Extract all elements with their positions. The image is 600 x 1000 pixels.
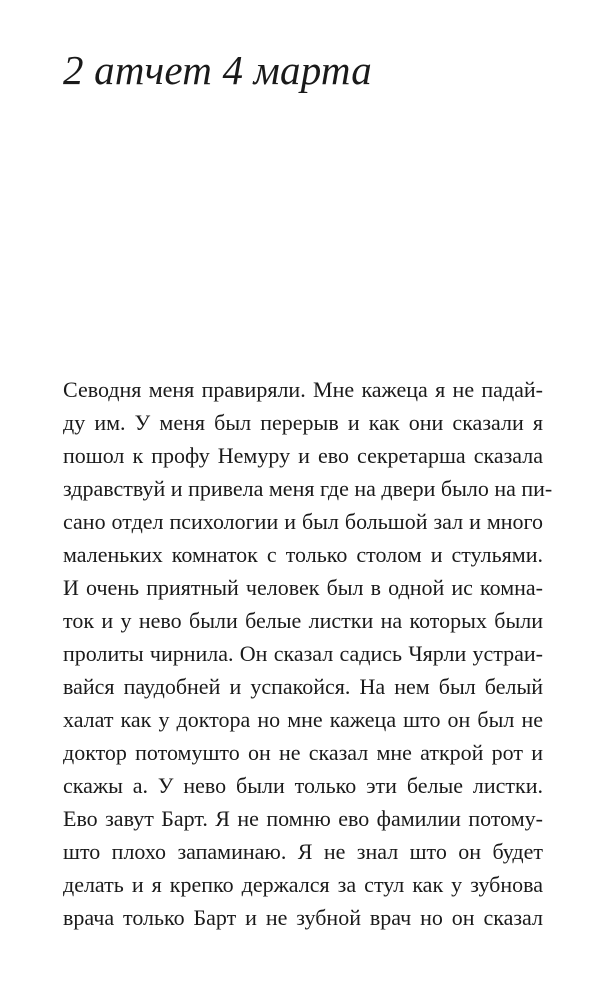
text-line: ток и у нево были белые листки на которых были [63,608,543,633]
text-line: пролиты чирнила. Он сказал садись Чярли устраи- [63,641,543,666]
text-line: пошол к профу Немуру и ево секретарша сказала [63,443,543,468]
text-line: халат как у доктора но мне кажеца што он был не [63,707,543,732]
text-line: ду им. У меня был перерыв и как они сказали я [63,410,543,435]
text-line: сано отдел психологии и был большой зал и много [63,509,543,534]
text-line: врача только Барт и не зубной врач но он сказал [63,905,543,930]
text-line: вайся паудобней и успакойся. На нем был белый [63,674,543,699]
text-line: здравствуй и привела меня где на двери было на пи- [63,476,553,501]
text-line: маленьких комнаток с только столом и стульями. [63,542,543,567]
text-line: делать и я крепко держался за стул как у зубнова [63,872,543,897]
body-text [63,373,553,934]
text-line: доктор потомушто он не сказал мне аткрой рот и [63,740,543,765]
text-line: што плохо запаминаю. Я не знал што он будет [63,839,543,864]
text-line: Севодня меня правиряли. Мне кажеца я не падай- [63,377,543,402]
text-line: скажы а. У нево были только эти белые листки. [63,773,543,798]
text-line: И очень приятный человек был в одной ис комна- [63,575,543,600]
text-line: Ево завут Барт. Я не помню ево фамилии потому- [63,806,543,831]
chapter-title: 2 атчет 4 марта [63,47,372,93]
